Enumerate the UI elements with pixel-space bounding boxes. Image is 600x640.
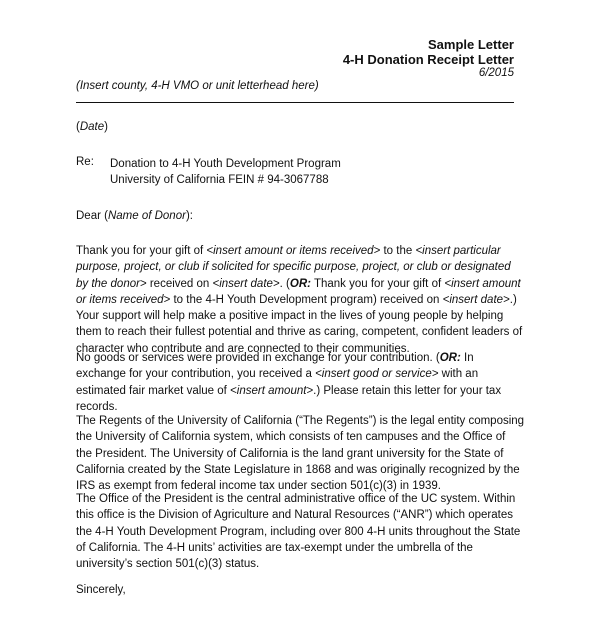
header-subtitle: 4-H Donation Receipt Letter xyxy=(342,52,514,67)
header-divider xyxy=(76,102,514,103)
closing: Sincerely, xyxy=(76,584,126,596)
paragraph-line: character who contribute and are connected to their communities. xyxy=(76,342,410,355)
paragraph-line: Your support will help make a positive impact in the lives of young people by helping xyxy=(76,310,504,323)
paragraph-line: the 4-H Youth Development Program, including over 800 4-H units throughout the State xyxy=(76,525,521,538)
letterhead-placeholder: (Insert county, 4-H VMO or unit letterhead here) xyxy=(76,80,319,92)
paragraph-line: the University of California system, which consists of ten campuses and the Office of xyxy=(76,431,506,444)
salutation-prefix: Dear ( xyxy=(76,210,108,222)
header-title: Sample Letter xyxy=(428,37,514,52)
re-block xyxy=(110,156,341,188)
paragraph-line: The Regents of the University of California (“The Regents”) is the legal entity composing xyxy=(76,415,525,427)
salutation xyxy=(76,208,516,224)
paragraph-line: by the donor> received on <insert date>. (OR: Thank you for your gift of <insert amount xyxy=(76,277,521,290)
paragraph-line: them to reach their fullest potential and thrive as caring, competent, confident leaders of xyxy=(76,326,523,339)
salutation-suffix: ): xyxy=(185,210,193,222)
paragraph-goods-services xyxy=(76,350,516,415)
re-line-2: University of California FEIN # 94-3067788 xyxy=(110,174,329,186)
paragraph-line: purpose, project, or club if solicited for specific purpose, project, or club or designated xyxy=(76,261,511,274)
paragraph-line: California created by the State Legislature in 1868 and was originally recognized by the xyxy=(76,463,520,476)
date-placeholder: Date xyxy=(79,121,105,133)
paragraph-line: records. xyxy=(76,400,118,413)
date-line: (Date) xyxy=(76,121,108,133)
paragraph-line: The Office of the President is the central administrative office of the UC system. Within xyxy=(76,493,516,505)
re-label: Re: xyxy=(76,156,94,168)
re-line-1: Donation to 4-H Youth Development Program xyxy=(110,158,341,170)
paragraph-line: the President. The University of California is the land grant university for the State of xyxy=(76,447,504,460)
paragraph-line: No goods or services were provided in exchange for your contribution. (OR: In xyxy=(76,352,474,364)
paragraph-thanks xyxy=(76,243,523,357)
paragraph-line: Thank you for your gift of <insert amount or items received> to the <insert particular xyxy=(76,245,501,257)
paragraph-line: university’s section 501(c)(3) status. xyxy=(76,558,260,571)
paragraph-line: estimated fair market value of <insert amount>.) Please retain this letter for your tax xyxy=(76,384,502,397)
paragraph-regents xyxy=(76,413,525,494)
paragraph-line: or items received> to the 4-H Youth Development program) received on <insert date>.) xyxy=(76,293,517,306)
paragraph-line: of California. The 4-H units’ activities are tax-exempt under the umbrella of the xyxy=(76,541,473,554)
paragraph-line: exchange for your contribution, you received a <insert good or service> with an xyxy=(76,368,479,381)
paragraph-line: this office is the Division of Agriculture and Natural Resources (“ANR”) which operates xyxy=(76,509,513,522)
paragraph-line: IRS as exempt from federal income tax under section 501(c)(3) in 1939. xyxy=(76,480,441,493)
donor-name-placeholder: Name of Donor xyxy=(107,210,186,222)
paragraph-office-of-president xyxy=(76,491,521,572)
header-date: 6/2015 xyxy=(478,67,514,79)
